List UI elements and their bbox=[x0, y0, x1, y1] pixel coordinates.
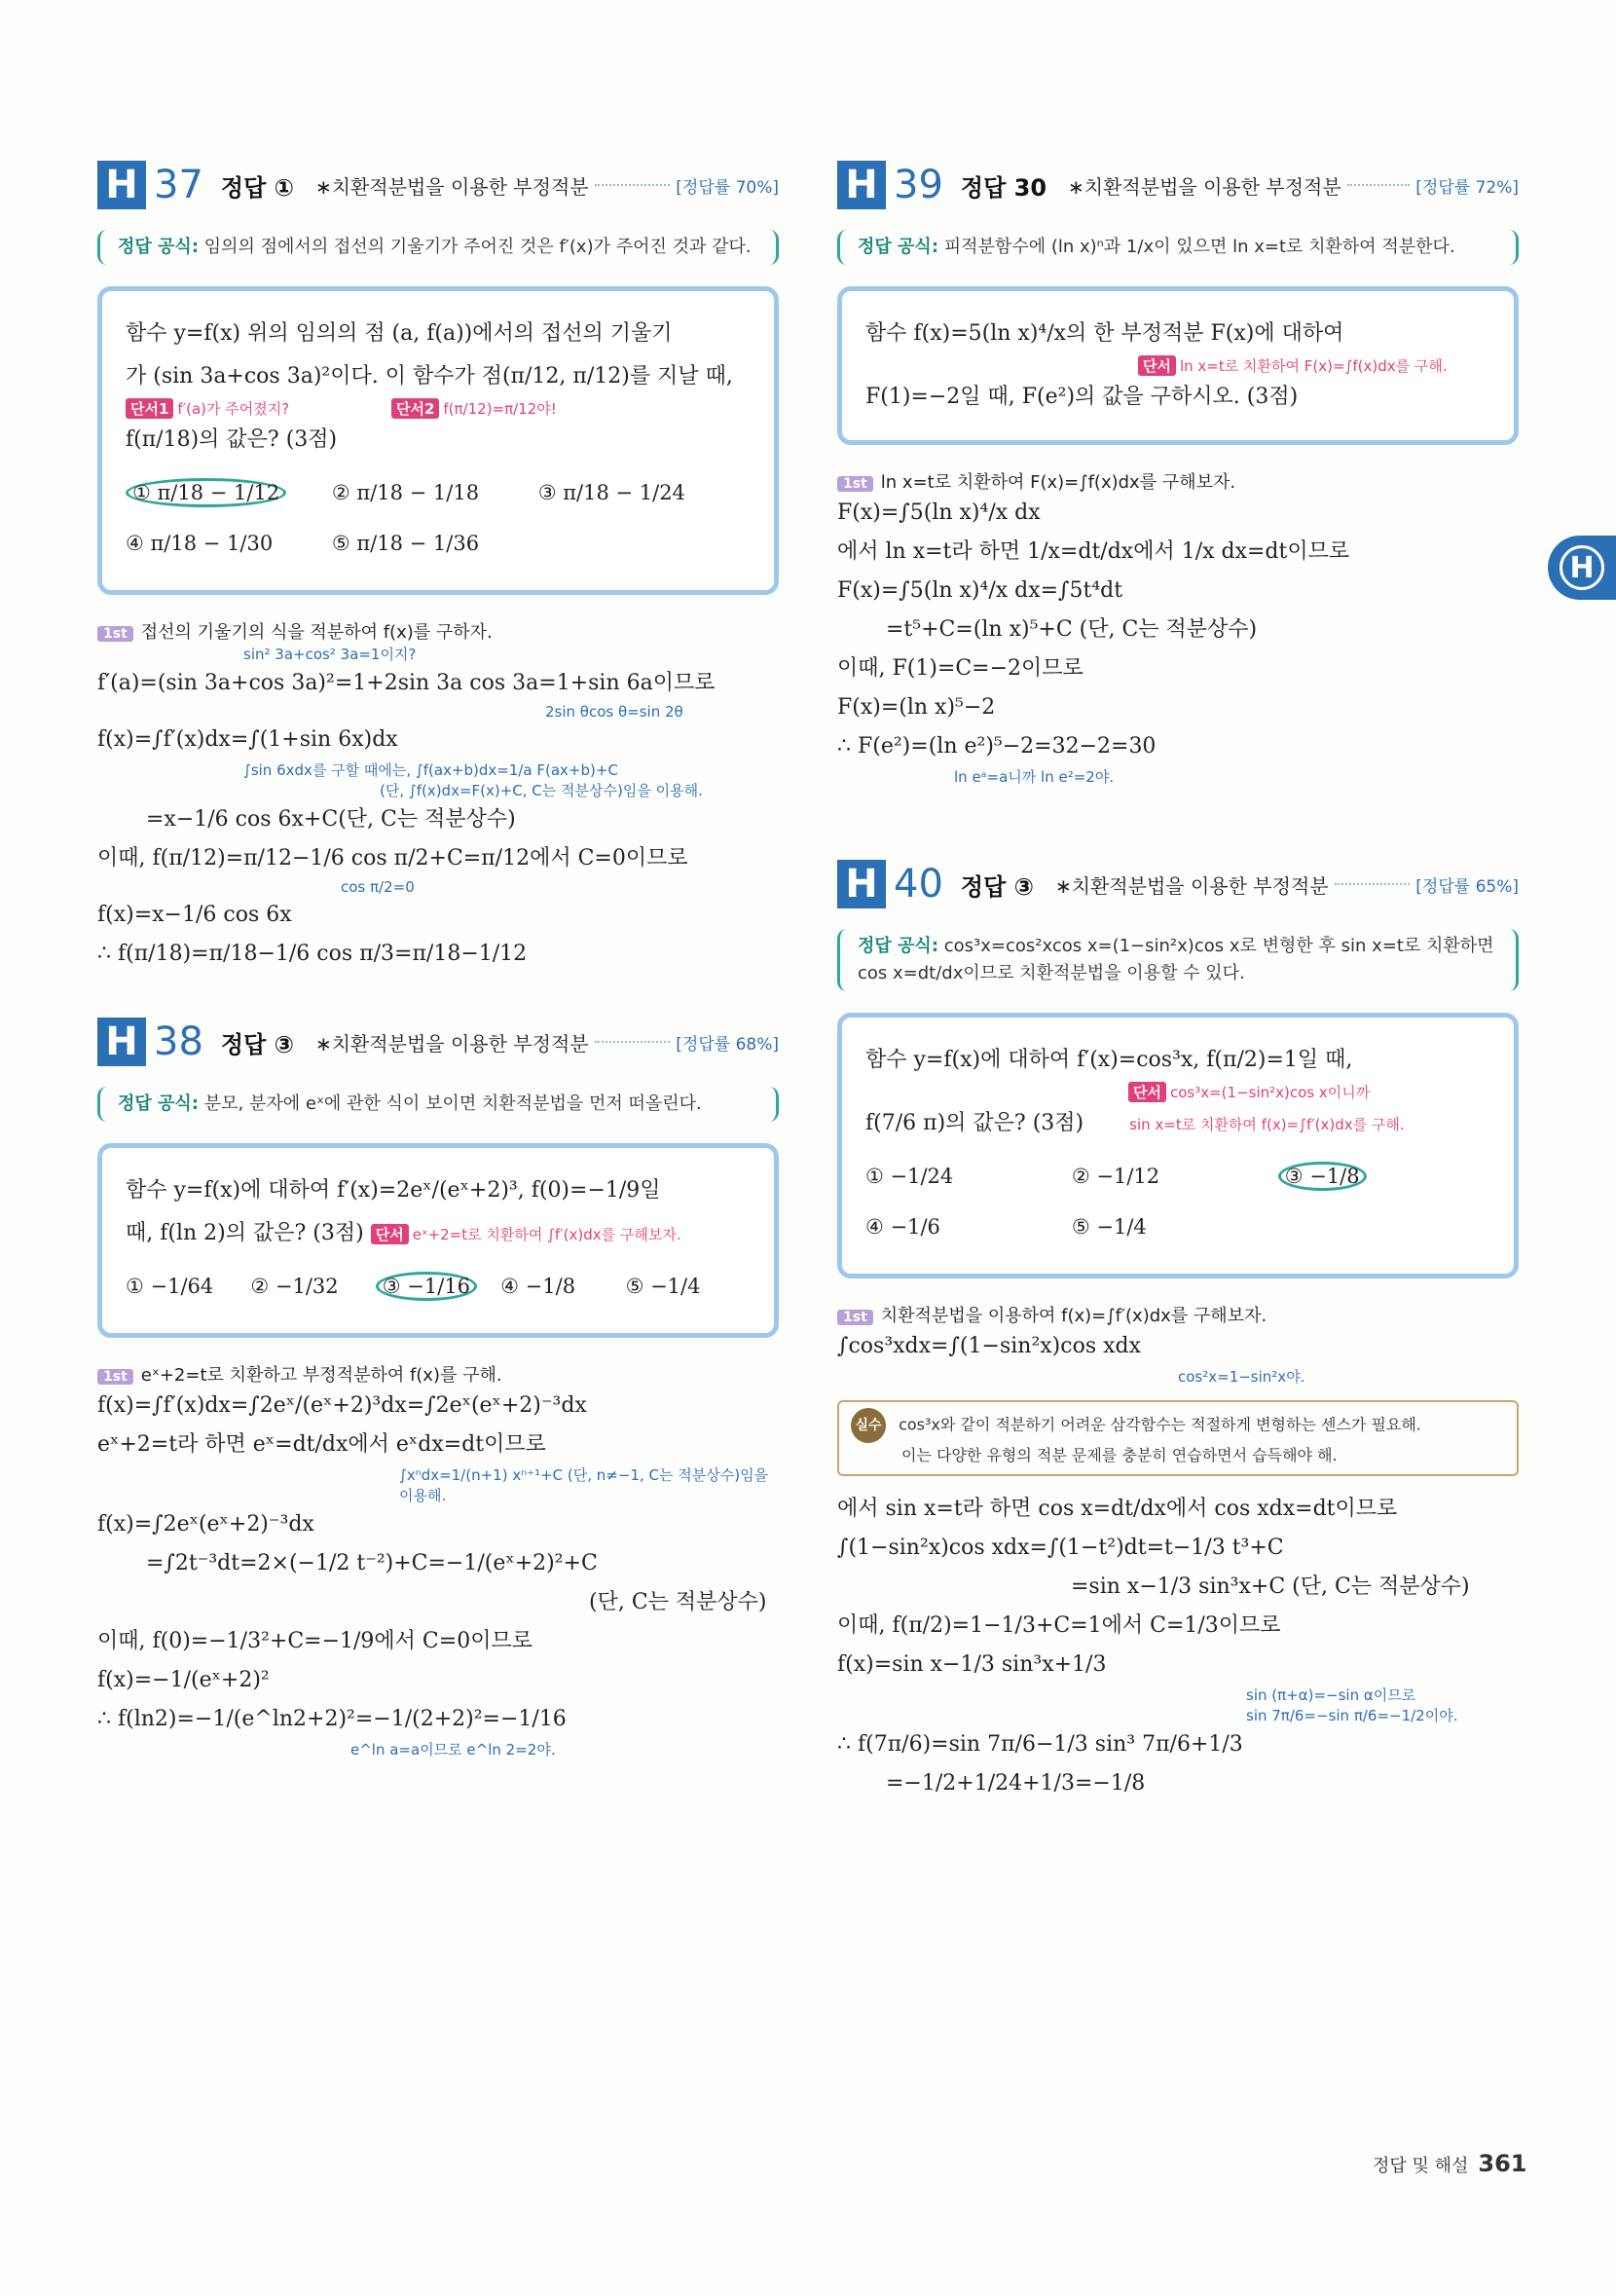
section-badge: H bbox=[97, 161, 146, 209]
answer-options bbox=[865, 1151, 1490, 1252]
solution-note: sin (π+α)=−sin α이므로 bbox=[1246, 1686, 1416, 1704]
solution-line: 에서 ln x=t라 하면 1/x=dt/dx에서 1/x dx=dt이므로 bbox=[837, 539, 1350, 564]
topic-label: ∗치환적분법을 이용한 부정적분 bbox=[314, 1031, 589, 1055]
solution-note: sin² 3a+cos² 3a=1이지? bbox=[243, 646, 417, 663]
option-4: ④ −1/6 bbox=[865, 1215, 940, 1239]
problem-h38 bbox=[97, 1013, 779, 1759]
solution-note: 2sin θcos θ=sin 2θ bbox=[545, 703, 683, 721]
hint bbox=[865, 1082, 1490, 1102]
solution-line: f(x)=∫f′(x)dx=∫2eˣ/(eˣ+2)³dx=∫2eˣ(eˣ+2)⁻³dx bbox=[97, 1393, 587, 1418]
problem-question: F(1)=−2일 때, F(e²)의 값을 구하시오. (3점) bbox=[865, 385, 1299, 409]
problem-h39 bbox=[837, 156, 1519, 787]
answer-formula bbox=[97, 230, 779, 265]
solution-line: f′(a)=(sin 3a+cos 3a)²=1+2sin 3a cos 3a=1+sin 6a이므로 bbox=[97, 671, 716, 695]
problem-number: 40 bbox=[894, 862, 943, 907]
problem-box bbox=[837, 286, 1519, 445]
option-text: ③ −1/8 bbox=[1278, 1162, 1367, 1191]
problem-text bbox=[126, 1212, 751, 1255]
problem-question: 때, f(ln 2)의 값은? (3점) bbox=[126, 1221, 364, 1245]
hint-tag: 단서1 bbox=[126, 398, 173, 419]
option-text: ③ −1/16 bbox=[376, 1272, 477, 1301]
step-text: 치환적분법을 이용하여 f(x)=∫f′(x)dx를 구해보자. bbox=[880, 1306, 1267, 1326]
solution-line: 이때, f(π/2)=1−1/3+C=1에서 C=1/3이므로 bbox=[837, 1613, 1281, 1638]
problem-text: 함수 y=f(x) 위의 임의의 점 (a, f(a))에서의 접선의 기울기 bbox=[126, 321, 673, 346]
solution-line: 이때, f(π/12)=π/12−1/6 cos π/2+C=π/12에서 C=0이므로 bbox=[97, 846, 688, 870]
option-1: ① −1/24 bbox=[865, 1165, 954, 1188]
solution-line: =sin x−1/3 sin³x+C (단, C는 적분상수) bbox=[1071, 1574, 1470, 1599]
solution-step bbox=[97, 1361, 779, 1387]
solution bbox=[97, 1361, 779, 1759]
answer-label: 정답 ① bbox=[220, 173, 294, 202]
solution bbox=[837, 1302, 1519, 1803]
solution bbox=[97, 618, 779, 974]
right-column bbox=[837, 156, 1519, 1842]
formula-label: 정답 공식: bbox=[118, 1093, 200, 1114]
section-badge: H bbox=[837, 161, 886, 209]
section-badge: H bbox=[837, 860, 886, 908]
option-5: ⑤ −1/4 bbox=[625, 1275, 701, 1298]
correct-rate: [정답률 68%] bbox=[676, 1034, 779, 1055]
option-4: ④ −1/8 bbox=[500, 1275, 576, 1298]
correct-rate: [정답률 72%] bbox=[1415, 177, 1519, 198]
hint-text: f(π/12)=π/12야! bbox=[443, 400, 557, 418]
formula-text: 임의의 점에서의 접선의 기울기가 주어진 것은 f′(x)가 주어진 것과 같다. bbox=[203, 237, 752, 257]
solution-line: =∫2t⁻³dt=2×(−1/2 t⁻²)+C=−1/(eˣ+2)²+C bbox=[146, 1551, 598, 1575]
dotted-leader bbox=[1347, 184, 1411, 186]
solution-line: f(x)=−1/(eˣ+2)² bbox=[97, 1668, 270, 1692]
option-4: ④ π/18 − 1/30 bbox=[126, 532, 274, 555]
step-text: eˣ+2=t로 치환하고 부정적분하여 f(x)를 구해. bbox=[140, 1365, 502, 1386]
answer-formula bbox=[97, 1087, 779, 1122]
problem-text bbox=[865, 1102, 1490, 1145]
solution-line: F(x)=(ln x)⁵−2 bbox=[837, 695, 996, 720]
option-2: ② −1/32 bbox=[250, 1275, 339, 1298]
section-badge: H bbox=[97, 1018, 146, 1066]
solution-note: cos π/2=0 bbox=[341, 878, 415, 896]
solution-step bbox=[97, 618, 779, 644]
answer-label: 정답 ③ bbox=[220, 1030, 294, 1058]
hint-text: f′(a)가 주어졌지? bbox=[177, 400, 290, 418]
dotted-leader bbox=[1335, 883, 1411, 885]
option-1: ① −1/64 bbox=[126, 1275, 214, 1298]
option-text: ① π/18 − 1/12 bbox=[126, 478, 286, 507]
hint-tag: 단서 bbox=[1128, 1082, 1166, 1102]
problem-h40 bbox=[837, 855, 1519, 1803]
problem-header bbox=[837, 855, 1519, 913]
hint-text: ln x=t로 치환하여 F(x)=∫f(x)dx를 구해. bbox=[1179, 357, 1448, 375]
problem-header bbox=[97, 156, 779, 214]
step-badge: 1st bbox=[97, 1369, 133, 1385]
page-number: 361 bbox=[1478, 2150, 1527, 2177]
solution-line: ∴ f(7π/6)=sin 7π/6−1/3 sin³ 7π/6+1/3 bbox=[837, 1732, 1243, 1757]
tip-text: cos³x와 같이 적분하기 어려운 삼각함수는 적절하게 변형하는 센스가 필요해. bbox=[899, 1415, 1421, 1434]
solution-step bbox=[837, 1302, 1519, 1327]
step-badge: 1st bbox=[837, 1310, 873, 1325]
option-2: ② −1/12 bbox=[1071, 1165, 1160, 1188]
answer-label: 정답 ③ bbox=[960, 872, 1034, 901]
answer-options bbox=[126, 1261, 751, 1312]
step-badge: 1st bbox=[837, 476, 873, 492]
option-5: ⑤ π/18 − 1/36 bbox=[331, 532, 480, 555]
option-5: ⑤ −1/4 bbox=[1071, 1215, 1147, 1239]
answer-formula bbox=[837, 929, 1519, 991]
solution bbox=[837, 468, 1519, 787]
solution-line: f(x)=∫2eˣ(eˣ+2)⁻³dx bbox=[97, 1512, 314, 1537]
hint-tag: 단서 bbox=[371, 1224, 409, 1244]
solution-line: =t⁵+C=(ln x)⁵+C (단, C는 적분상수) bbox=[886, 617, 1258, 642]
hint bbox=[865, 355, 1490, 376]
problem-question: f(7/6 π)의 값은? (3점) bbox=[865, 1111, 1084, 1135]
hint-1 bbox=[126, 398, 751, 419]
topic-label: ∗치환적분법을 이용한 부정적분 bbox=[1068, 174, 1341, 199]
option-2: ② π/18 − 1/18 bbox=[331, 481, 480, 504]
solution-line: =−1/2+1/24+1/3=−1/8 bbox=[886, 1771, 1146, 1796]
problem-text: 함수 y=f(x)에 대하여 f′(x)=2eˣ/(eˣ+2)³, f(0)=−1/9일 bbox=[126, 1178, 661, 1203]
hint bbox=[371, 1226, 681, 1243]
solution-line: f(x)=sin x−1/3 sin³x+1/3 bbox=[837, 1652, 1107, 1677]
problem-text: 가 (sin 3a+cos 3a)²이다. 이 함수가 점(π/12, π/12)를 지날 때, bbox=[126, 364, 733, 389]
solution-note: ∫sin 6xdx를 구할 때에는, ∫f(ax+b)dx=1/a F(ax+b)+C bbox=[243, 761, 618, 779]
dotted-leader bbox=[595, 1041, 671, 1043]
problem-header bbox=[97, 1013, 779, 1071]
answer-options bbox=[126, 467, 751, 569]
hint-text: sin x=t로 치환하여 f(x)=∫f′(x)dx를 구해. bbox=[1129, 1116, 1405, 1133]
solution-line: 이때, f(0)=−1/3²+C=−1/9에서 C=0이므로 bbox=[97, 1629, 533, 1653]
answer-formula bbox=[837, 230, 1519, 265]
solution-step bbox=[837, 468, 1519, 494]
formula-label: 정답 공식: bbox=[118, 237, 200, 257]
correct-rate: [정답률 70%] bbox=[676, 177, 779, 198]
hint-text: eˣ+2=t로 치환하여 ∫f′(x)dx를 구해보자. bbox=[412, 1226, 681, 1243]
hint-tag: 단서 bbox=[1138, 355, 1176, 376]
solution-line: ∫(1−sin²x)cos xdx=∫(1−t²)dt=t−1/3 t³+C bbox=[837, 1536, 1284, 1560]
solution-line: eˣ+2=t라 하면 eˣ=dt/dx에서 eˣdx=dt이므로 bbox=[97, 1432, 546, 1457]
problem-box bbox=[837, 1013, 1519, 1278]
step-text: ln x=t로 치환하여 F(x)=∫f(x)dx를 구해보자. bbox=[880, 472, 1236, 493]
tip-text: 이는 다양한 유형의 적분 문제를 충분히 연습하면서 습득해야 해. bbox=[901, 1446, 1338, 1464]
solution-note: sin 7π/6=−sin π/6=−1/2이야. bbox=[1246, 1707, 1458, 1724]
solution-note: cos²x=1−sin²x야. bbox=[1178, 1368, 1305, 1386]
option-3 bbox=[1278, 1151, 1485, 1202]
hint-text: cos³x=(1−sin²x)cos x이니까 bbox=[1169, 1084, 1371, 1101]
footer-label: 정답 및 해설 bbox=[1373, 2156, 1469, 2176]
mistake-tip bbox=[837, 1400, 1519, 1476]
problem-number: 39 bbox=[894, 163, 943, 207]
solution-line: 이때, F(1)=C=−2이므로 bbox=[837, 656, 1083, 681]
problem-h37 bbox=[97, 156, 779, 974]
solution-note: ln eᵃ=a니까 ln e²=2야. bbox=[954, 768, 1115, 786]
problem-question: f(π/18)의 값은? (3점) bbox=[126, 427, 338, 452]
page-footer bbox=[1373, 2150, 1527, 2177]
formula-text: 분모, 분자에 eˣ에 관한 식이 보이면 치환적분법을 먼저 떠올린다. bbox=[203, 1093, 702, 1114]
solution-note: (단, ∫f(x)dx=F(x)+C, C는 적분상수)임을 이용해. bbox=[380, 782, 703, 799]
option-1 bbox=[126, 467, 332, 518]
solution-line: ∴ f(π/18)=π/18−1/6 cos π/3=π/18−1/12 bbox=[97, 942, 528, 966]
formula-label: 정답 공식: bbox=[858, 237, 939, 257]
solution-line: (단, C는 적분상수) bbox=[589, 1590, 767, 1614]
problem-header bbox=[837, 156, 1519, 214]
problem-number: 38 bbox=[154, 1019, 203, 1064]
step-badge: 1st bbox=[97, 626, 133, 642]
solution-line: f(x)=∫f′(x)dx=∫(1+sin 6x)dx bbox=[97, 727, 398, 752]
problem-number: 37 bbox=[154, 163, 203, 207]
side-tab-label: H bbox=[1560, 545, 1604, 590]
hint-tag: 단서2 bbox=[391, 398, 439, 419]
solution-line: F(x)=∫5(ln x)⁴/x dx bbox=[837, 500, 1041, 525]
formula-text: cos³x=cos²xcos x=(1−sin²x)cos x로 변형한 후 sin x=t로 치환하면 cos x=dt/dx이므로 치환적분법을 이용할 수 있다. bbox=[858, 936, 1494, 983]
solution-note: ∫xⁿdx=1/(n+1) xⁿ⁺¹+C (단, n≠−1, C는 적분상수)임을 이용해. bbox=[399, 1466, 769, 1504]
left-column bbox=[97, 156, 779, 1798]
solution-line: f(x)=x−1/6 cos 6x bbox=[97, 903, 292, 927]
option-3: ③ π/18 − 1/24 bbox=[537, 481, 685, 504]
solution-line: 에서 sin x=t라 하면 cos x=dt/dx에서 cos xdx=dt이므로 bbox=[837, 1497, 1398, 1521]
formula-text: 피적분함수에 (ln x)ⁿ과 1/x이 있으면 ln x=t로 치환하여 적분한다. bbox=[943, 237, 1455, 257]
solution-line: =x−1/6 cos 6x+C(단, C는 적분상수) bbox=[146, 807, 516, 832]
problem-box bbox=[97, 286, 779, 595]
dotted-leader bbox=[595, 184, 671, 186]
topic-label: ∗치환적분법을 이용한 부정적분 bbox=[314, 174, 589, 199]
solution-note: e^ln a=a이므로 e^ln 2=2야. bbox=[350, 1741, 556, 1759]
solution-line: F(x)=∫5(ln x)⁴/x dx=∫5t⁴dt bbox=[837, 578, 1123, 603]
problem-text: 함수 f(x)=5(ln x)⁴/x의 한 부정적분 F(x)에 대하여 bbox=[865, 321, 1344, 346]
topic-label: ∗치환적분법을 이용한 부정적분 bbox=[1054, 873, 1329, 898]
tip-badge: 실수 주의 bbox=[851, 1408, 886, 1443]
solution-line: ∴ f(ln2)=−1/(e^ln2+2)²=−1/(2+2)²=−1/16 bbox=[97, 1707, 567, 1731]
answer-label: 정답 30 bbox=[960, 173, 1047, 202]
problem-box bbox=[97, 1143, 779, 1338]
solution-line: ∫cos³xdx=∫(1−sin²x)cos xdx bbox=[837, 1334, 1141, 1358]
solution-line: ∴ F(e²)=(ln e²)⁵−2=32−2=30 bbox=[837, 734, 1157, 759]
chapter-side-tab bbox=[1548, 536, 1616, 600]
problem-text: 함수 y=f(x)에 대하여 f′(x)=cos³x, f(π/2)=1일 때, bbox=[865, 1048, 1353, 1072]
step-text: 접선의 기울기의 식을 적분하여 f(x)를 구하자. bbox=[140, 622, 493, 643]
option-3 bbox=[376, 1261, 500, 1312]
correct-rate: [정답률 65%] bbox=[1415, 876, 1519, 897]
formula-label: 정답 공식: bbox=[858, 936, 939, 956]
